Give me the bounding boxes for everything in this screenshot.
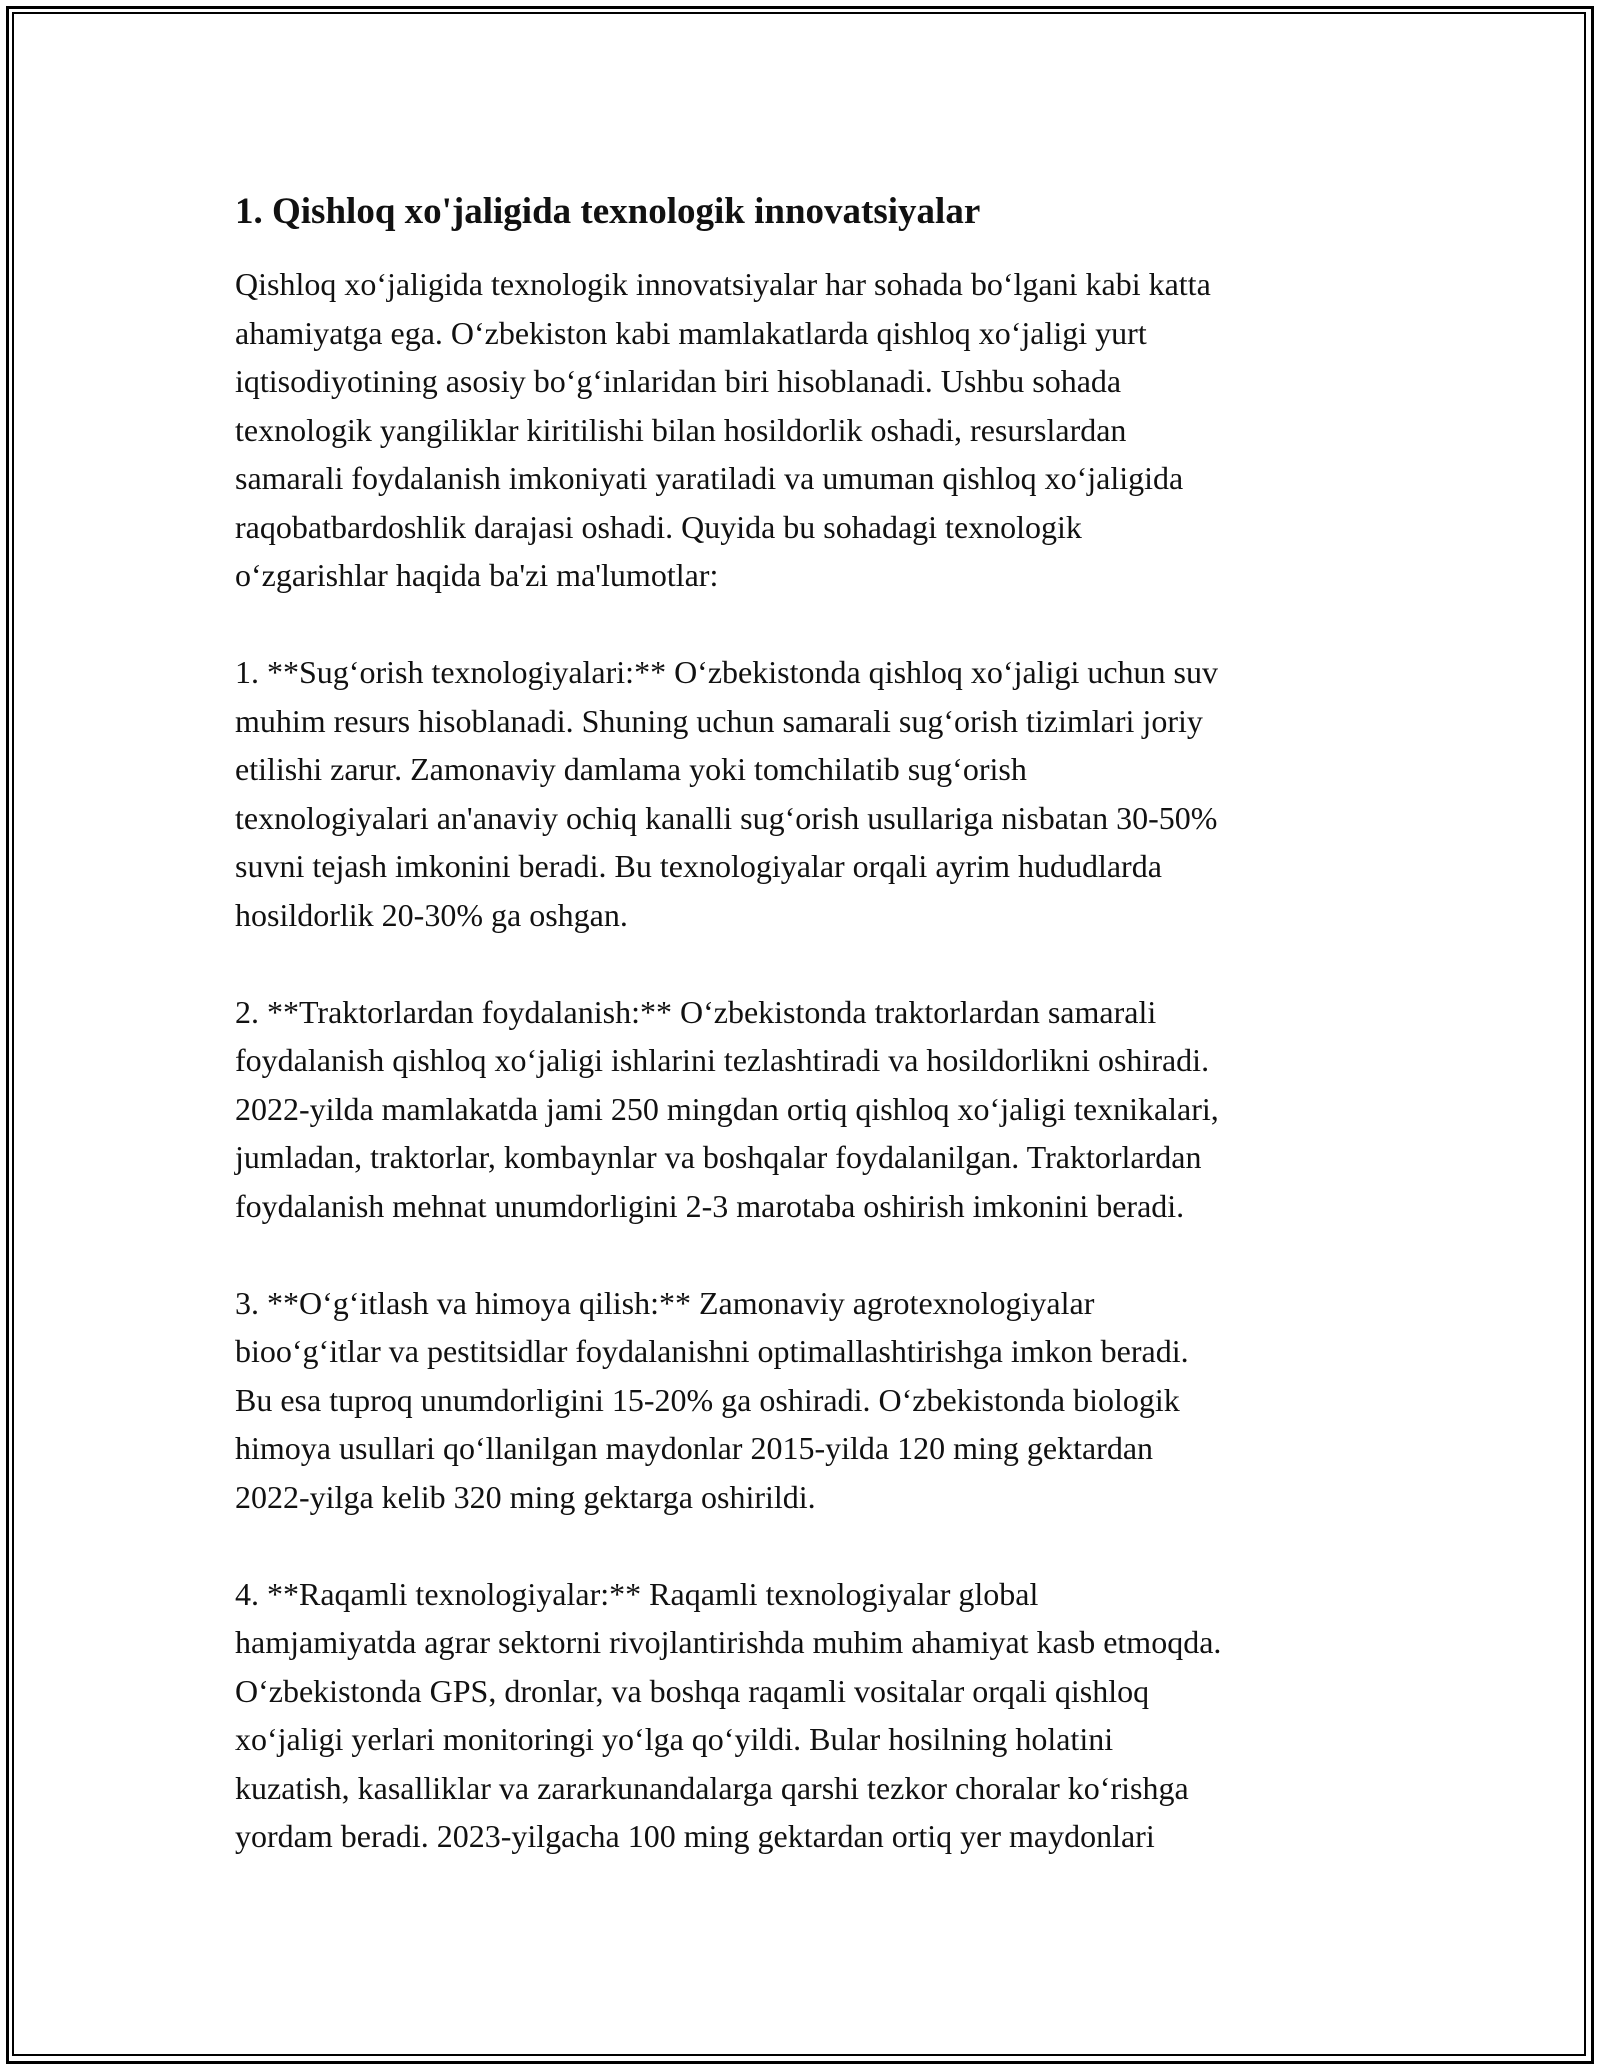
paragraph-list (235, 260, 1375, 1861)
text-line: muhim resurs hisoblanadi. Shuning uchun samarali sugʻorish tizimlari joriy (235, 702, 1203, 739)
text-line: 2022-yilda mamlakatda jami 250 mingdan ortiq qishloq xoʻjaligi texnikalari, (235, 1090, 1219, 1127)
text-line: 4. **Raqamli texnologiyalar:** Raqamli texnologiyalar global (235, 1575, 1039, 1612)
text-line: Bu esa tuproq unumdorligini 15-20% ga oshiradi. Oʻzbekistonda biologik (235, 1381, 1180, 1418)
text-line: foydalanish qishloq xoʻjaligi ishlarini tezlashtiradi va hosildorlikni oshiradi. (235, 1042, 1210, 1078)
document-title: 1. Qishloq xo'jaligida texnologik innovatsiyalar (235, 191, 981, 232)
paragraph (235, 1279, 1375, 1522)
text-line: 1. **Sugʻorish texnologiyalari:** Oʻzbekistonda qishloq xoʻjaligi uchun suv (235, 654, 1218, 690)
paragraph (235, 648, 1375, 939)
text-line: xoʻjaligi yerlari monitoringi yoʻlga qoʻyildi. Bular hosilning holatini (235, 1721, 1114, 1757)
text-line: jumladan, traktorlar, kombaynlar va boshqalar foydalanilgan. Traktorlardan (235, 1139, 1202, 1175)
text-line: himoya usullari qoʻllanilgan maydonlar 2015-yilda 120 ming gektardan (235, 1430, 1154, 1466)
text-line: biooʻgʻitlar va pestitsidlar foydalanishni optimallashtirishga imkon beradi. (235, 1333, 1189, 1369)
paragraph (235, 988, 1375, 1231)
text-line: ahamiyatga ega. Oʻzbekiston kabi mamlakatlarda qishloq xoʻjaligi yurt (235, 314, 1147, 351)
text-line: 2. **Traktorlardan foydalanish:** Oʻzbekistonda traktorlardan samarali (235, 993, 1157, 1030)
paragraph (235, 260, 1375, 600)
text-line: hamjamiyatda agrar sektorni rivojlantirishda muhim ahamiyat kasb etmoqda. (235, 1624, 1222, 1660)
text-line: etilishi zarur. Zamonaviy damlama yoki tomchilatib sugʻorish (235, 751, 1027, 787)
text-line: iqtisodiyotining asosiy boʻgʻinlaridan biri hisoblanadi. Ushbu sohada (235, 363, 1122, 399)
text-line: 2022-yilga kelib 320 ming gektarga oshirildi. (235, 1478, 816, 1515)
text-line: samarali foydalanish imkoniyati yaratiladi va umuman qishloq xoʻjaligida (235, 460, 1184, 496)
text-line: Qishloq xoʻjaligida texnologik innovatsiyalar har sohada boʻlgani kabi katta (235, 266, 1211, 302)
text-line: hosildorlik 20-30% ga oshgan. (235, 896, 628, 933)
text-line: yordam beradi. 2023-yilgacha 100 ming gektardan ortiq yer maydonlari (235, 1818, 1155, 1854)
text-line: texnologiyalari an'anaviy ochiq kanalli sugʻorish usullariga nisbatan 30-50% (235, 799, 1218, 836)
document-body (235, 180, 1375, 1861)
text-line: 3. **Oʻgʻitlash va himoya qilish:** Zamonaviy agrotexnologiyalar (235, 1284, 1095, 1321)
text-line: kuzatish, kasalliklar va zararkunandalarga qarshi tezkor choralar koʻrishga (235, 1769, 1189, 1806)
text-line: texnologik yangiliklar kiritilishi bilan hosildorlik oshadi, resurslardan (235, 411, 1127, 448)
text-line: foydalanish mehnat unumdorligini 2-3 marotaba oshirish imkonini beradi. (235, 1187, 1185, 1224)
text-line: raqobatbardoshlik darajasi oshadi. Quyida bu sohadagi texnologik (235, 508, 1082, 545)
text-line: oʻzgarishlar haqida ba'zi ma'lumotlar: (235, 557, 719, 593)
text-line: Oʻzbekistonda GPS, dronlar, va boshqa raqamli vositalar orqali qishloq (235, 1672, 1150, 1709)
text-line: suvni tejash imkonini beradi. Bu texnologiyalar orqali ayrim hududlarda (235, 848, 1162, 884)
paragraph (235, 1570, 1375, 1861)
